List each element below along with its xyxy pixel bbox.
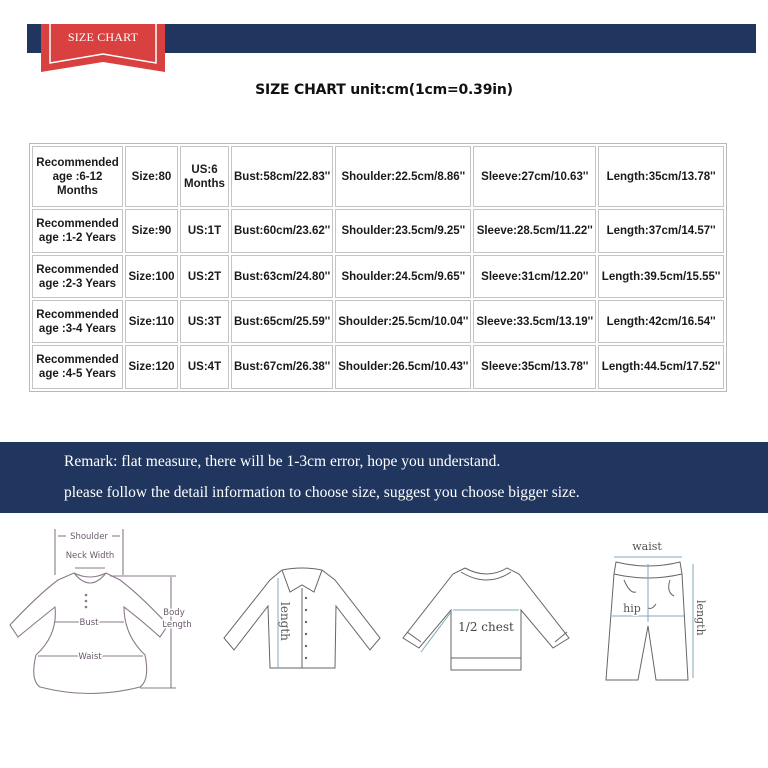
table-row xyxy=(32,300,724,343)
shoulder-cell: Shoulder:23.5cm/9.25'' xyxy=(335,209,471,253)
sleeve-cell: Sleeve:31cm/12.20'' xyxy=(473,255,596,298)
bust-cell: Bust:63cm/24.80'' xyxy=(231,255,333,298)
svg-text:waist: waist xyxy=(632,540,662,553)
length-cell: Length:44.5cm/17.52'' xyxy=(598,345,724,389)
length-cell: Length:35cm/13.78'' xyxy=(598,146,724,207)
bust-cell: Bust:60cm/23.62'' xyxy=(231,209,333,253)
dress-outline-icon xyxy=(0,515,210,715)
table-row xyxy=(32,255,724,298)
svg-text:Body: Body xyxy=(163,608,185,618)
shoulder-cell: Shoulder:22.5cm/8.86'' xyxy=(335,146,471,207)
svg-text:Bust: Bust xyxy=(79,618,99,628)
table-row xyxy=(32,146,724,207)
svg-text:Neck Width: Neck Width xyxy=(65,551,115,561)
shoulder-cell: Shoulder:24.5cm/9.65'' xyxy=(335,255,471,298)
pants-diagram xyxy=(590,530,768,700)
remark-line-2: please follow the detail information to choose size, suggest you choose bigger size. xyxy=(64,484,580,501)
svg-text:length: length xyxy=(278,602,292,641)
shoulder-cell: Shoulder:25.5cm/10.04'' xyxy=(335,300,471,343)
size-cell: Size:110 xyxy=(125,300,178,343)
sweater-outline-icon xyxy=(395,550,580,690)
ribbon-label: SIZE CHART xyxy=(67,30,139,44)
remark-line-1: Remark: flat measure, there will be 1-3cm error, hope you understand. xyxy=(64,453,501,470)
age-cell: Recommended age :2-3 Years xyxy=(32,255,123,298)
sleeve-cell: Sleeve:28.5cm/11.22'' xyxy=(473,209,596,253)
length-cell: Length:37cm/14.57'' xyxy=(598,209,724,253)
length-cell: Length:39.5cm/15.55'' xyxy=(598,255,724,298)
shirt-outline-icon xyxy=(210,540,390,700)
dress-diagram xyxy=(0,515,210,715)
sleeve-cell: Sleeve:35cm/13.78'' xyxy=(473,345,596,389)
bust-cell: Bust:67cm/26.38'' xyxy=(231,345,333,389)
table-row xyxy=(32,345,724,389)
svg-text:length: length xyxy=(694,600,707,636)
size-cell: Size:90 xyxy=(125,209,178,253)
bust-cell: Bust:65cm/25.59'' xyxy=(231,300,333,343)
sleeve-cell: Sleeve:33.5cm/13.19'' xyxy=(473,300,596,343)
svg-text:Shoulder: Shoulder xyxy=(70,532,108,542)
svg-text:1/2 chest: 1/2 chest xyxy=(458,620,514,634)
shirt-diagram xyxy=(210,540,390,700)
age-cell: Recommended age :1-2 Years xyxy=(32,209,123,253)
size-cell: Size:80 xyxy=(125,146,178,207)
sleeve-cell: Sleeve:27cm/10.63'' xyxy=(473,146,596,207)
age-cell: Recommended age :4-5 Years xyxy=(32,345,123,389)
svg-text:Waist: Waist xyxy=(78,652,102,662)
length-cell: Length:42cm/16.54'' xyxy=(598,300,724,343)
us-size-cell: US:3T xyxy=(180,300,229,343)
table-row xyxy=(32,209,724,253)
pants-outline-icon xyxy=(590,530,768,700)
page-title: SIZE CHART unit:cm(1cm=0.39in) xyxy=(255,82,513,98)
svg-text:Length: Length xyxy=(162,620,192,630)
us-size-cell: US:1T xyxy=(180,209,229,253)
age-cell: Recommended age :6-12 Months xyxy=(32,146,123,207)
svg-text:hip: hip xyxy=(623,602,641,615)
remark-banner xyxy=(0,442,768,513)
us-size-cell: US:2T xyxy=(180,255,229,298)
sweater-diagram xyxy=(395,550,580,690)
us-size-cell: US:6 Months xyxy=(180,146,229,207)
size-table xyxy=(29,143,727,392)
shoulder-cell: Shoulder:26.5cm/10.43'' xyxy=(335,345,471,389)
bust-cell: Bust:58cm/22.83'' xyxy=(231,146,333,207)
age-cell: Recommended age :3-4 Years xyxy=(32,300,123,343)
size-cell: Size:100 xyxy=(125,255,178,298)
us-size-cell: US:4T xyxy=(180,345,229,389)
size-cell: Size:120 xyxy=(125,345,178,389)
